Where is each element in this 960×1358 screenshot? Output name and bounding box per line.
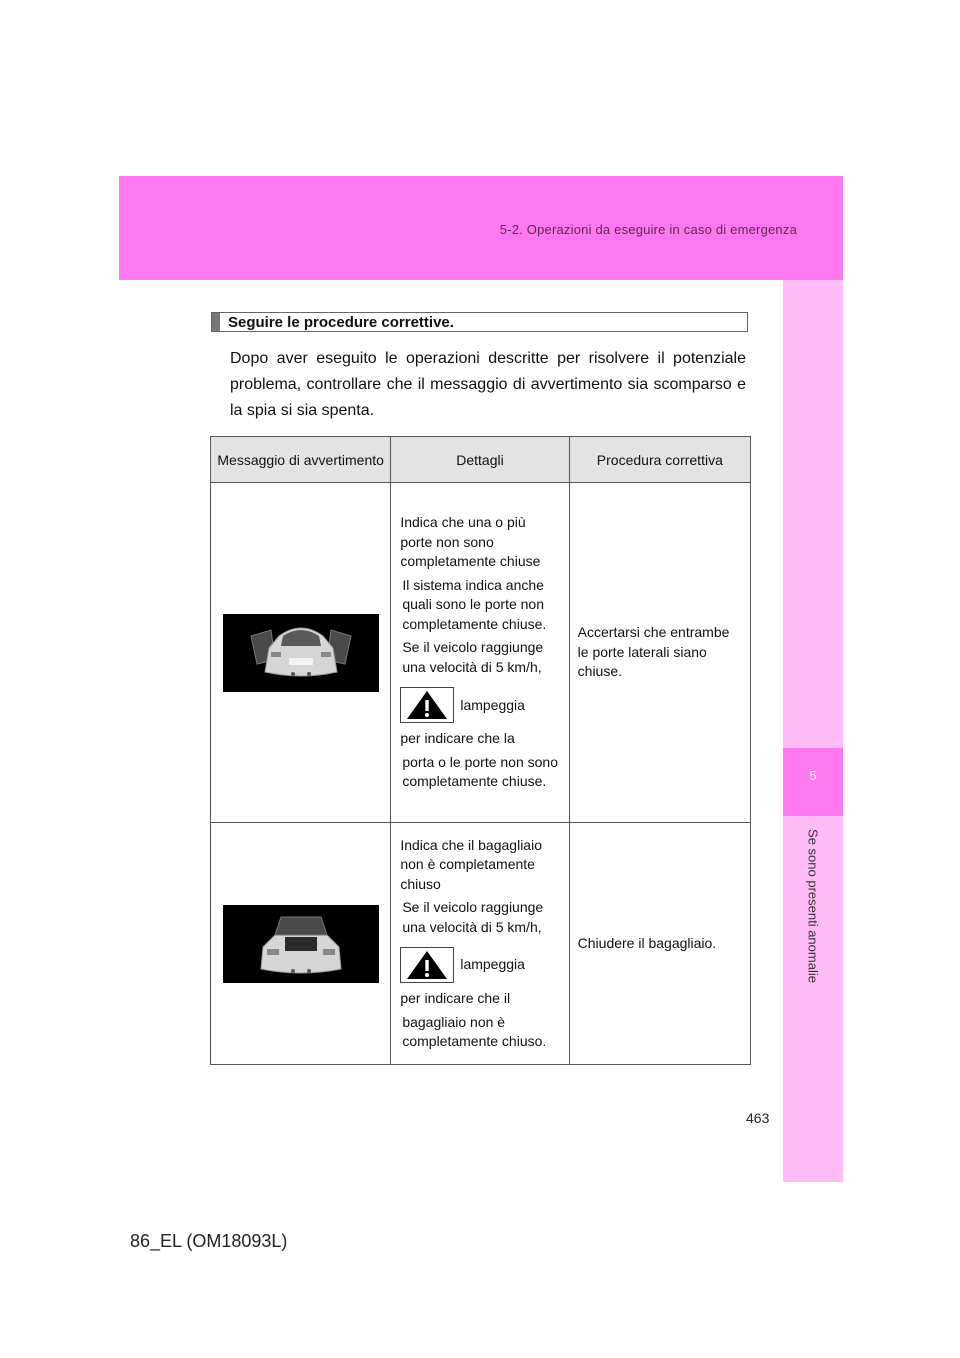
document-code: 86_EL (OM18093L): [130, 1231, 288, 1251]
warning-label: lampeggia: [460, 956, 525, 973]
warning-triangle-icon: [400, 687, 454, 723]
chapter-tab: [783, 748, 843, 816]
warning-label: lampeggia: [460, 696, 525, 713]
warning-table: [210, 436, 751, 1065]
header-band: [119, 176, 843, 280]
heading-bar: [212, 313, 220, 331]
page-number: 463: [746, 1110, 770, 1126]
chapter-title-vertical: [783, 816, 843, 996]
table-header-row: [211, 437, 751, 483]
car-doors-open-icon: [223, 614, 379, 692]
message-image-cell: [211, 823, 391, 1065]
intro-paragraph: Dopo aver eseguito le operazioni descritte per risolvere il potenziale problema, controllare che il messaggio di avvertimento sia scomparso e la spia si sia spenta.: [230, 350, 746, 419]
procedure-cell: Accertarsi che entrambe le porte laterali siano chiuse.: [569, 483, 750, 823]
detail-after: per indicare che la: [400, 730, 515, 747]
detail-main: Indica che una o più porte non sono completamente chiuse: [400, 514, 541, 570]
procedure-cell: Chiudere il bagagliaio.: [569, 823, 750, 1065]
side-tab-strip: [783, 280, 843, 1182]
detail-main: Indica che il bagagliaio non è completamente chiuso: [400, 836, 542, 892]
chapter-number: 5: [809, 768, 817, 783]
detail-note: Se il veicolo raggiunge una velocità di 5 km/h,: [402, 639, 544, 675]
warning-indicator-row: [400, 687, 567, 723]
message-image-cell: [211, 483, 391, 823]
header-details: Dettagli: [391, 437, 569, 483]
header-procedure: Procedura correttiva: [569, 437, 750, 483]
detail-after: porta o le porte non sono completamente chiuse.: [402, 753, 558, 790]
warning-indicator-row: [400, 947, 567, 983]
details-cell: [391, 823, 569, 1065]
detail-note: Il sistema indica anche quali sono le porte non completamente chiuse.: [402, 576, 547, 632]
detail-after: bagagliaio non è completamente chiuso.: [402, 1013, 547, 1049]
details-cell: [391, 483, 569, 823]
chapter-title: Se sono presenti anomalie: [805, 829, 821, 983]
table-row: [211, 823, 751, 1065]
detail-note: Se il veicolo raggiunge una velocità di 5 km/h,: [402, 899, 544, 935]
header-message: Messaggio di avvertimento: [211, 437, 391, 483]
section-heading: [211, 312, 748, 332]
table-row: [211, 483, 751, 823]
detail-after: per indicare che il: [400, 990, 511, 1006]
section-breadcrumb: 5-2. Operazioni da eseguire in caso di emergenza: [499, 222, 797, 237]
warning-triangle-icon: [400, 947, 454, 983]
section-heading-text: Seguire le procedure correttive.: [228, 314, 454, 331]
car-trunk-open-icon: [223, 905, 379, 983]
